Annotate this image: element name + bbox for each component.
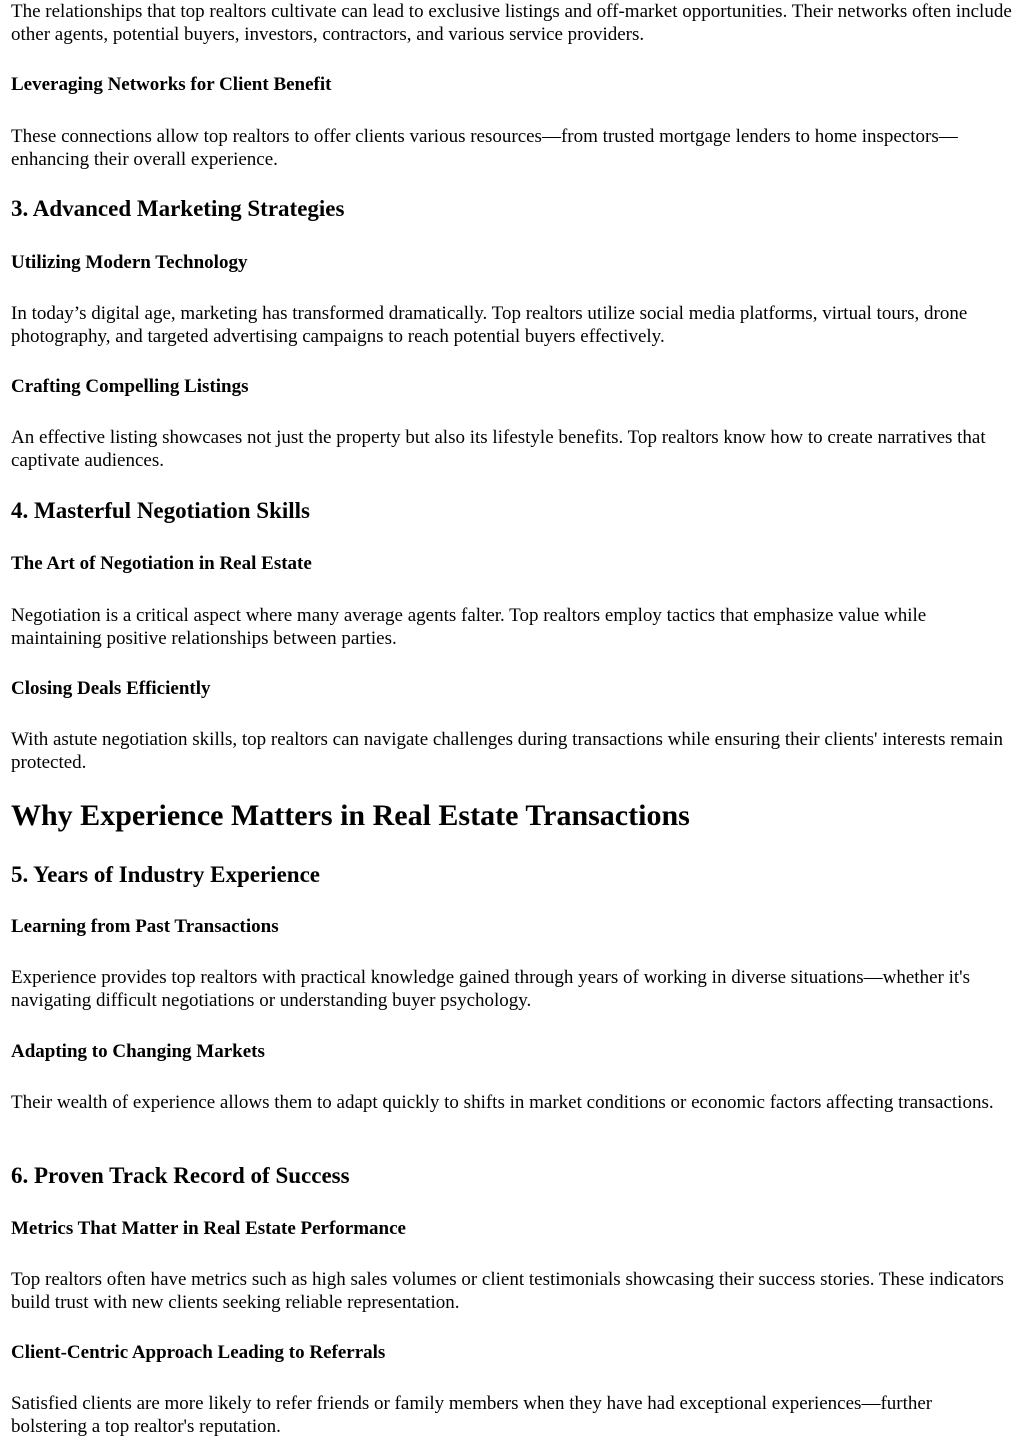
section-4-sub2-paragraph: With astute negotiation skills, top realtors can navigate challenges during transactions while ensuring their clients' interests remain protected.: [11, 729, 1003, 773]
experience-matters-heading: Why Experience Matters in Real Estate Transactions: [11, 799, 690, 832]
section-5-sub2-heading: Adapting to Changing Markets: [11, 1041, 265, 1062]
section-5-heading: 5. Years of Industry Experience: [11, 862, 320, 887]
leveraging-networks-heading: Leveraging Networks for Client Benefit: [11, 74, 332, 95]
section-6-sub1-heading: Metrics That Matter in Real Estate Performance: [11, 1218, 406, 1239]
section-6-sub1-paragraph: Top realtors often have metrics such as high sales volumes or client testimonials showcasing their success stories. These indicators build trust with new clients seeking reliable representation.: [11, 1269, 1004, 1313]
section-6-heading: 6. Proven Track Record of Success: [11, 1163, 350, 1188]
section-6-sub2-paragraph: Satisfied clients are more likely to refer friends or family members when they have had exceptional experiences—further bolstering a top realtor's reputation.: [11, 1393, 933, 1437]
section-4-sub1-heading: The Art of Negotiation in Real Estate: [11, 553, 312, 574]
section-4-sub1-paragraph: Negotiation is a critical aspect where many average agents falter. Top realtors employ tactics that emphasize value while maintaining positive relationships between parties.: [11, 605, 927, 649]
section-3-sub2-heading: Crafting Compelling Listings: [11, 376, 249, 397]
section-4-heading: 4. Masterful Negotiation Skills: [11, 498, 310, 523]
section-6-sub2-heading: Client-Centric Approach Leading to Referrals: [11, 1342, 386, 1363]
section-3-sub1-heading: Utilizing Modern Technology: [11, 252, 248, 273]
section-3-sub1-paragraph: In today’s digital age, marketing has transformed dramatically. Top realtors utilize social media platforms, virtual tours, drone photography, and targeted advertising campaigns to reach potential buyers effectively.: [11, 303, 968, 347]
intro-paragraph: The relationships that top realtors cultivate can lead to exclusive listings and off-market opportunities. Their networks often include other agents, potential buyers, investors, contractors, and various service providers.: [11, 1, 1012, 45]
section-3-heading: 3. Advanced Marketing Strategies: [11, 196, 345, 221]
section-5-sub2-paragraph: Their wealth of experience allows them to adapt quickly to shifts in market conditions or economic factors affecting transactions.: [11, 1092, 994, 1113]
leveraging-networks-paragraph: These connections allow top realtors to offer clients various resources—from trusted mortgage lenders to home inspectors—enhancing their overall experience.: [11, 126, 958, 170]
section-5-sub1-paragraph: Experience provides top realtors with practical knowledge gained through years of working in diverse situations—whether it's navigating difficult negotiations or understanding buyer psychology.: [11, 967, 970, 1011]
section-4-sub2-heading: Closing Deals Efficiently: [11, 678, 211, 699]
section-5-sub1-heading: Learning from Past Transactions: [11, 916, 279, 937]
section-3-sub2-paragraph: An effective listing showcases not just the property but also its lifestyle benefits. Top realtors know how to create narratives that captivate audiences.: [11, 427, 986, 471]
